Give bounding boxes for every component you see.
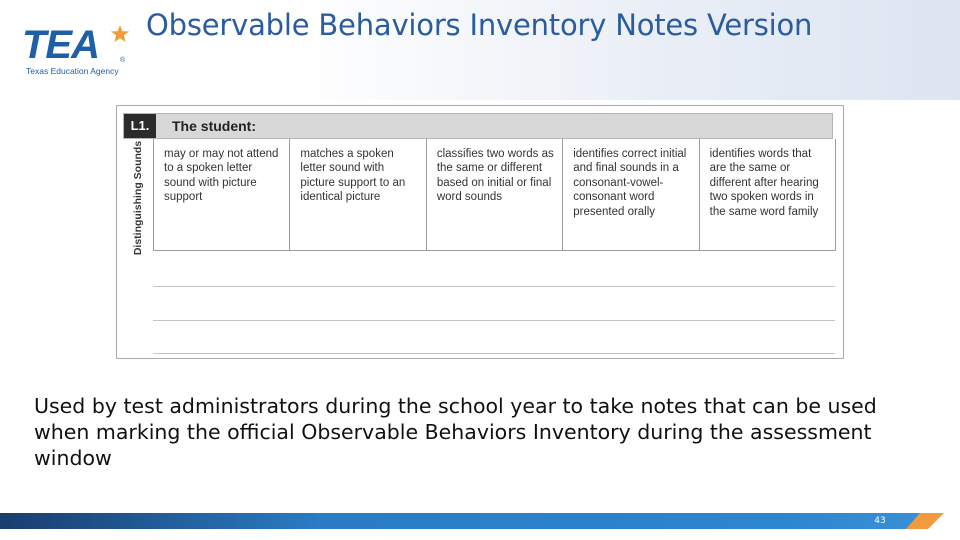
item-code: L1. (124, 114, 156, 138)
behavior-cell: may or may not attend to a spoken letter sound with picture support (154, 139, 290, 250)
star-icon (110, 24, 130, 44)
category-label-text: Distinguishing Sounds (132, 140, 144, 256)
logo-subtitle: Texas Education Agency (26, 66, 119, 76)
notes-line (153, 286, 835, 287)
behavior-cell: classifies two words as the same or different based on initial or final word sounds (427, 139, 563, 250)
behavior-cell: identifies correct initial and final sounds in a consonant-vowel-consonant word presented orally (563, 139, 699, 250)
notes-line (153, 320, 835, 321)
form-header-label: The student: (172, 118, 256, 134)
category-label (123, 140, 153, 256)
page-number: 43 (874, 516, 886, 526)
behavior-cell: identifies words that are the same or different after hearing two spoken words in the same word family (709, 148, 819, 218)
footer-bar (0, 513, 960, 529)
registered-mark: ® (120, 57, 126, 64)
slide-title: Observable Behaviors Inventory Notes Version (146, 8, 813, 42)
logo-wordmark: TEA (22, 23, 99, 67)
description-text: Used by test administrators during the school year to take notes that can be used when marking the official Observable Behaviors Inventory during the assessment window (34, 394, 877, 470)
behavior-cells (153, 139, 836, 251)
behavior-cell: matches a spoken letter sound with picture support to an identical picture (290, 139, 426, 250)
form-header-row (123, 113, 833, 139)
obi-form-image (116, 105, 844, 359)
tea-logo (22, 22, 132, 78)
notes-line (153, 353, 835, 354)
